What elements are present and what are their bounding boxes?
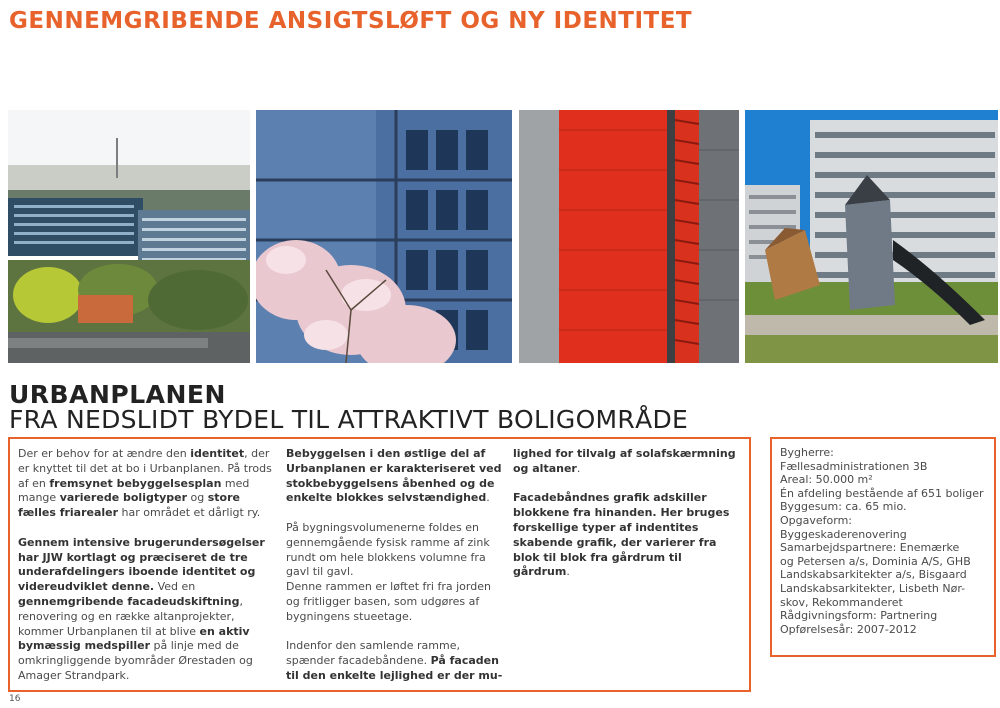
section-subtitle: FRA NEDSLIDT BYDEL TIL ATTRAKTIVT BOLIGOMRÅDE [9, 405, 689, 434]
paragraph-intro: Der er behov for at ændre den identitet, der er knyttet til det at bo i Urbanplanen. På trods af en fremsynet bebyggelsesplan med mange varierede boligtyper og store fælles friarealer har området et dårligt ry. [18, 447, 272, 520]
paragraph-options: lighed for tilvalg af solafskærmning og altaner. [513, 447, 736, 475]
photo-red-facade-panels [519, 110, 739, 363]
main-text-box [8, 437, 751, 692]
paragraph-research: Gennem intensive brugerundersøgelser har JJW kortlagt og præciseret de tre underafdelingers iboende identitet og videreudviklet denne. Ved en gennemgribende facadeudskiftning, renovering og en række altanprojekter, kommer Urbanplanen til at blive en aktiv bymæssig medspiller på linje med de omkringliggende byområder Ørestaden og Amager Strandpark. [18, 535, 265, 682]
text-column-3 [513, 447, 741, 580]
photo-facade-blossom [256, 110, 512, 363]
photo-estate-panorama [8, 110, 250, 363]
info-line: Fællesadministrationen 3B [780, 459, 928, 473]
page-title: GENNEMGRIBENDE ANSIGTSLØFT OG NY IDENTITET [9, 8, 693, 34]
section-title: URBANPLANEN [9, 380, 226, 409]
text-column-2 [286, 447, 506, 684]
info-line: Areal: 50.000 m² [780, 473, 873, 487]
photo-playground [745, 110, 998, 363]
info-line: Samarbejdspartnere: Enemærke [780, 541, 960, 555]
page-number: 16 [9, 694, 21, 704]
info-line: Rådgivningsform: Partnering [780, 609, 938, 623]
info-line: Opførelsesår: 2007-2012 [780, 622, 917, 636]
info-line: Én afdeling bestående af 651 boliger [780, 486, 984, 500]
info-line: Byggesum: ca. 65 mio. [780, 500, 907, 514]
info-line: Landskabsarkitekter a/s, Bisgaard [780, 568, 967, 582]
paragraph-zinc-frame: På bygningsvolumenerne foldes en gennemgående fysisk ramme af zink rundt om hele blokkens volumne fra gavl til gavl. [286, 520, 490, 579]
info-line: Byggeskaderenovering [780, 527, 907, 541]
info-line: Opgaveform: [780, 513, 852, 527]
paragraph-frame-lifted: Denne rammen er løftet fri fra jorden og fritligger basen, som udgøres af bygningens stueetage. [286, 580, 491, 623]
info-line: Bygherre: [780, 446, 834, 459]
info-line: Landskabsarkitekter, Lisbeth Nør- [780, 581, 966, 595]
paragraph-facade-bands: Indenfor den samlende ramme, spænder facadebåndene. På facaden til den enkelte lejlighed er der mu- [286, 639, 503, 682]
info-line: skov, Rekommanderet [780, 595, 903, 609]
info-line: og Petersen a/s, Dominia A/S, GHB [780, 554, 971, 568]
paragraph-eastern-blocks: Bebyggelsen i den østlige del af Urbanplanen er karakteriseret ved stokbebyggelsens åbenhed og de enkelte blokkes selvstændighed. [286, 447, 502, 505]
project-info-box [770, 437, 996, 657]
paragraph-graphics: Facadebåndnes grafik adskiller blokkene fra hinanden. Her bruges forskellige typer af indentites skabende grafik, der varierer fra blok til blok fra gårdrum til gårdrum. [513, 491, 730, 579]
text-column-1 [18, 447, 280, 684]
